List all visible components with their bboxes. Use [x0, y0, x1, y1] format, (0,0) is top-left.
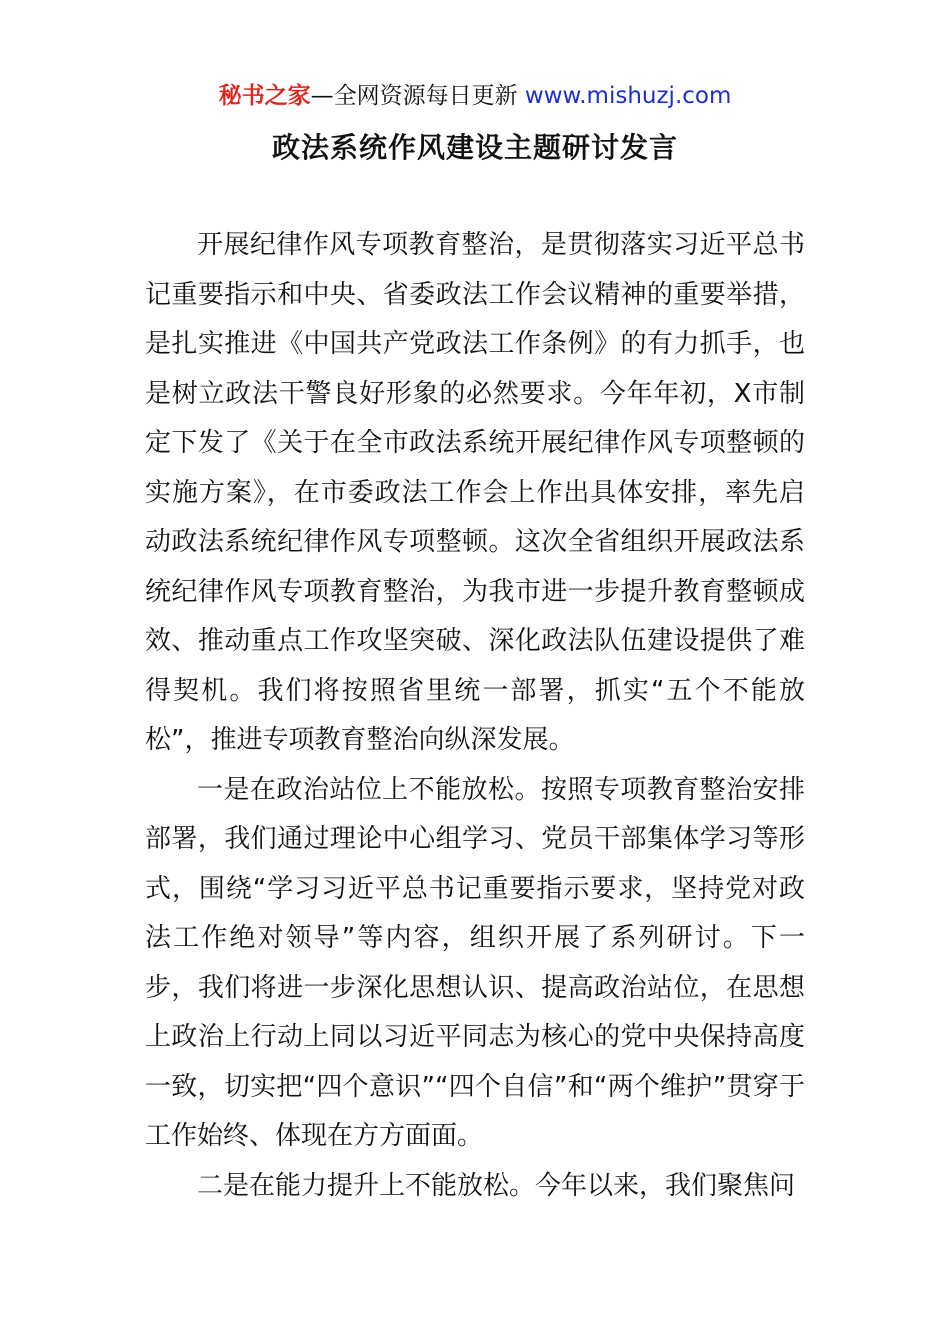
paragraph: 开展纪律作风专项教育整治，是贯彻落实习近平总书记重要指示和中央、省委政法工作会议精神的重要举措，是扎实推进《中国共产党政法工作条例》的有力抓手，也是树立政法干警良好形象的必然要求。今年年初，X市制定下发了《关于在全市政法系统开展纪律作风专项整顿的实施方案》，在市委政法工作会上作出具体安排，率先启动政法系统纪律作风专项整顿。这次全省组织开展政法系统纪律作风专项教育整治，为我市进一步提升教育整顿成效、推动重点工作攻坚突破、深化政法队伍建设提供了难得契机。我们将按照省里统一部署，抓实“五个不能放松”，推进专项教育整治向纵深发展。	[145, 230, 805, 755]
brand-name: 秘书之家	[218, 83, 311, 109]
paragraph: 二是在能力提升上不能放松。今年以来，我们聚焦问	[197, 1170, 796, 1201]
site-header	[0, 80, 950, 112]
site-url-link[interactable]: www.mishuzj.com	[524, 83, 732, 109]
document-title: 政法系统作风建设主题研讨发言	[271, 131, 678, 164]
header-tagline: —全网资源每日更新	[310, 83, 525, 109]
paragraph: 一是在政治站位上不能放松。按照专项教育整治安排部署，我们通过理论中心组学习、党员干部集体学习等形式，围绕“学习习近平总书记重要指示要求，坚持党对政法工作绝对领导”等内容，组织开展了系列研讨。下一步，我们将进一步深化思想认识、提高政治站位，在思想上政治上行动上同以习近平同志为核心的党中央保持高度一致，切实把“四个意识”“四个自信”和“两个维护”贯穿于工作始终、体现在方方面面。	[145, 774, 805, 1151]
document-body	[145, 221, 805, 1211]
